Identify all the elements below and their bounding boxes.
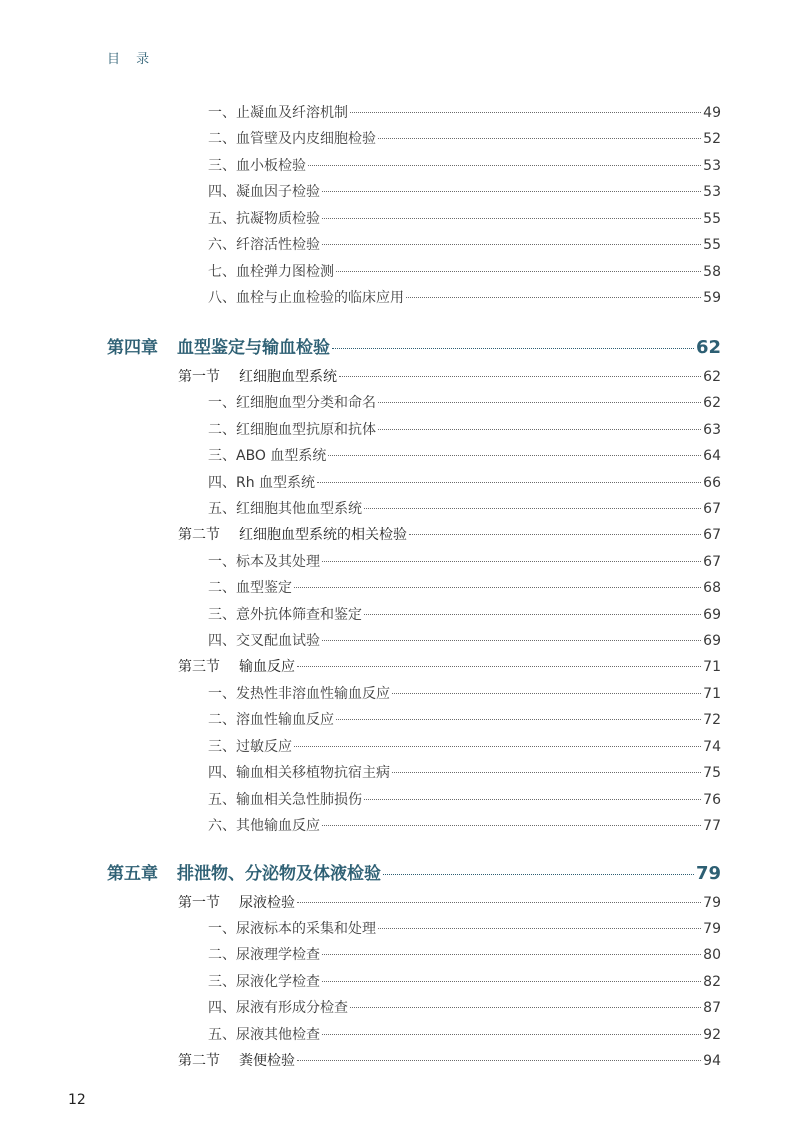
dot-leader xyxy=(322,640,701,641)
toc-page-number: 55 xyxy=(703,237,721,253)
toc-item-label: 五、输血相关急性肺损伤 xyxy=(208,792,362,808)
dot-leader xyxy=(336,271,701,272)
running-header: 目 录 xyxy=(107,52,156,67)
toc-item-label: 一、止凝血及纤溶机制 xyxy=(208,105,348,121)
toc-item-label: 四、输血相关移植物抗宿主病 xyxy=(208,765,390,781)
toc-item[interactable] xyxy=(208,443,721,469)
section-title: 红细胞血型系统的相关检验 xyxy=(239,527,407,543)
toc-item[interactable] xyxy=(208,602,721,628)
toc-page-number: 92 xyxy=(703,1027,721,1043)
toc-page-number: 67 xyxy=(703,501,721,517)
toc-item[interactable] xyxy=(208,969,721,995)
section-number: 第一节 xyxy=(178,369,220,385)
dot-leader xyxy=(392,772,701,773)
toc-page-number: 69 xyxy=(703,607,721,623)
toc-section[interactable] xyxy=(178,654,721,680)
dot-leader xyxy=(294,746,701,747)
dot-leader xyxy=(378,138,701,139)
toc-item-label: 三、ABO 血型系统 xyxy=(208,448,327,464)
toc-page-number: 94 xyxy=(703,1053,721,1069)
toc-page-number: 53 xyxy=(703,158,721,174)
toc-item-label: 四、Rh 血型系统 xyxy=(208,475,316,491)
section-number: 第二节 xyxy=(178,1053,220,1069)
toc-page-number: 66 xyxy=(703,475,721,491)
toc-item[interactable] xyxy=(208,1022,721,1048)
toc-item[interactable] xyxy=(208,206,721,232)
dot-leader xyxy=(339,376,701,377)
toc-item-label: 六、其他输血反应 xyxy=(208,818,320,834)
toc-page-number: 53 xyxy=(703,184,721,200)
toc-item[interactable] xyxy=(208,707,721,733)
toc-item-label: 三、尿液化学检查 xyxy=(208,974,320,990)
toc-section[interactable] xyxy=(178,522,721,548)
toc-item-label: 一、红细胞血型分类和命名 xyxy=(208,395,376,411)
dot-leader xyxy=(308,165,701,166)
toc-item[interactable] xyxy=(208,232,721,258)
toc-item[interactable] xyxy=(208,549,721,575)
toc-item[interactable] xyxy=(208,575,721,601)
dot-leader xyxy=(378,402,701,403)
toc-item[interactable] xyxy=(208,285,721,311)
page-number: 12 xyxy=(68,1092,86,1108)
toc-item-label: 二、血型鉴定 xyxy=(208,580,292,596)
dot-leader xyxy=(392,693,701,694)
toc-item-label: 三、过敏反应 xyxy=(208,739,292,755)
toc-page-number: 63 xyxy=(703,422,721,438)
toc-section[interactable] xyxy=(178,890,721,916)
dot-leader xyxy=(328,455,701,456)
toc-item[interactable] xyxy=(208,628,721,654)
dot-leader xyxy=(406,297,701,298)
toc-page-number: 59 xyxy=(703,290,721,306)
section-title: 输血反应 xyxy=(239,659,295,675)
section-number: 第三节 xyxy=(178,659,220,675)
toc-page-number: 74 xyxy=(703,739,721,755)
dot-leader xyxy=(322,561,701,562)
toc-item[interactable] xyxy=(208,496,721,522)
section-title: 红细胞血型系统 xyxy=(239,369,337,385)
toc-page-number: 87 xyxy=(703,1000,721,1016)
toc-section[interactable] xyxy=(178,1048,721,1074)
toc-item[interactable] xyxy=(208,390,721,416)
toc-item-label: 一、尿液标本的采集和处理 xyxy=(208,921,376,937)
toc-page-number: 69 xyxy=(703,633,721,649)
toc-item[interactable] xyxy=(208,916,721,942)
toc-item[interactable] xyxy=(208,813,721,839)
toc-page-number: 71 xyxy=(703,686,721,702)
toc-item-label: 二、溶血性输血反应 xyxy=(208,712,334,728)
section-number: 第一节 xyxy=(178,895,220,911)
toc-page-number: 62 xyxy=(703,369,721,385)
toc-page-number: 55 xyxy=(703,211,721,227)
toc-item[interactable] xyxy=(208,734,721,760)
toc-item-label: 八、血栓与止血检验的临床应用 xyxy=(208,290,404,306)
toc-page-number: 79 xyxy=(695,863,721,884)
dot-leader xyxy=(322,825,701,826)
toc-page-number: 62 xyxy=(695,337,721,358)
toc-item-label: 一、发热性非溶血性输血反应 xyxy=(208,686,390,702)
toc-page-number: 67 xyxy=(703,554,721,570)
dot-leader xyxy=(322,1034,701,1035)
toc-page-number: 79 xyxy=(703,921,721,937)
toc-item-label: 三、意外抗体筛查和鉴定 xyxy=(208,607,362,623)
toc-page-number: 76 xyxy=(703,792,721,808)
dot-leader xyxy=(378,928,701,929)
section-title: 粪便检验 xyxy=(239,1053,295,1069)
dot-leader xyxy=(297,666,701,667)
dot-leader xyxy=(350,1007,701,1008)
toc-item-label: 四、交叉配血试验 xyxy=(208,633,320,649)
toc-item-label: 五、红细胞其他血型系统 xyxy=(208,501,362,517)
dot-leader xyxy=(297,1060,701,1061)
dot-leader xyxy=(332,348,694,349)
toc-item[interactable] xyxy=(208,417,721,443)
dot-leader xyxy=(364,799,701,800)
toc-item[interactable] xyxy=(208,126,721,152)
toc-item[interactable] xyxy=(208,259,721,285)
toc-item[interactable] xyxy=(208,470,721,496)
toc-item-label: 五、抗凝物质检验 xyxy=(208,211,320,227)
dot-leader xyxy=(336,719,701,720)
section-number: 第二节 xyxy=(178,527,220,543)
toc-item-label: 二、红细胞血型抗原和抗体 xyxy=(208,422,376,438)
dot-leader xyxy=(297,902,701,903)
dot-leader xyxy=(317,482,701,483)
toc-page-number: 68 xyxy=(703,580,721,596)
section-title: 尿液检验 xyxy=(239,895,295,911)
toc-item-label: 一、标本及其处理 xyxy=(208,554,320,570)
chapter-number: 第五章 xyxy=(107,864,158,884)
toc-item[interactable] xyxy=(208,995,721,1021)
dot-leader xyxy=(350,112,701,113)
toc-page-number: 64 xyxy=(703,448,721,464)
toc-item[interactable] xyxy=(208,681,721,707)
toc-item-label: 四、凝血因子检验 xyxy=(208,184,320,200)
toc-item[interactable] xyxy=(208,942,721,968)
dot-leader xyxy=(409,534,701,535)
toc-page-number: 82 xyxy=(703,974,721,990)
chapter-title: 血型鉴定与输血检验 xyxy=(177,338,330,358)
dot-leader xyxy=(364,508,701,509)
toc-page-number: 49 xyxy=(703,105,721,121)
toc-page-number: 79 xyxy=(703,895,721,911)
toc-item[interactable] xyxy=(208,179,721,205)
dot-leader xyxy=(364,614,701,615)
toc-item-label: 七、血栓弹力图检测 xyxy=(208,264,334,280)
toc-chapter[interactable] xyxy=(107,333,721,363)
chapter-number: 第四章 xyxy=(107,338,158,358)
dot-leader xyxy=(383,874,694,875)
dot-leader xyxy=(378,429,701,430)
toc-chapter[interactable] xyxy=(107,859,721,889)
toc-page-number: 75 xyxy=(703,765,721,781)
toc-section[interactable] xyxy=(178,364,721,390)
toc-item-label: 四、尿液有形成分检查 xyxy=(208,1000,348,1016)
toc-item[interactable] xyxy=(208,100,721,126)
dot-leader xyxy=(322,244,701,245)
toc-page-number: 58 xyxy=(703,264,721,280)
toc-item[interactable] xyxy=(208,787,721,813)
toc-item[interactable] xyxy=(208,760,721,786)
toc-page-number: 80 xyxy=(703,947,721,963)
chapter-title: 排泄物、分泌物及体液检验 xyxy=(177,864,381,884)
toc-item-label: 二、尿液理学检查 xyxy=(208,947,320,963)
toc-page-number: 52 xyxy=(703,131,721,147)
toc-item-label: 五、尿液其他检查 xyxy=(208,1027,320,1043)
toc-item-label: 二、血管壁及内皮细胞检验 xyxy=(208,131,376,147)
dot-leader xyxy=(294,587,701,588)
toc-page-number: 62 xyxy=(703,395,721,411)
toc-item[interactable] xyxy=(208,153,721,179)
toc-page-number: 72 xyxy=(703,712,721,728)
toc-page-number: 71 xyxy=(703,659,721,675)
toc-item-label: 三、血小板检验 xyxy=(208,158,306,174)
dot-leader xyxy=(322,191,701,192)
toc-page-number: 67 xyxy=(703,527,721,543)
dot-leader xyxy=(322,218,701,219)
toc-page-number: 77 xyxy=(703,818,721,834)
toc-item-label: 六、纤溶活性检验 xyxy=(208,237,320,253)
dot-leader xyxy=(322,954,701,955)
dot-leader xyxy=(322,981,701,982)
